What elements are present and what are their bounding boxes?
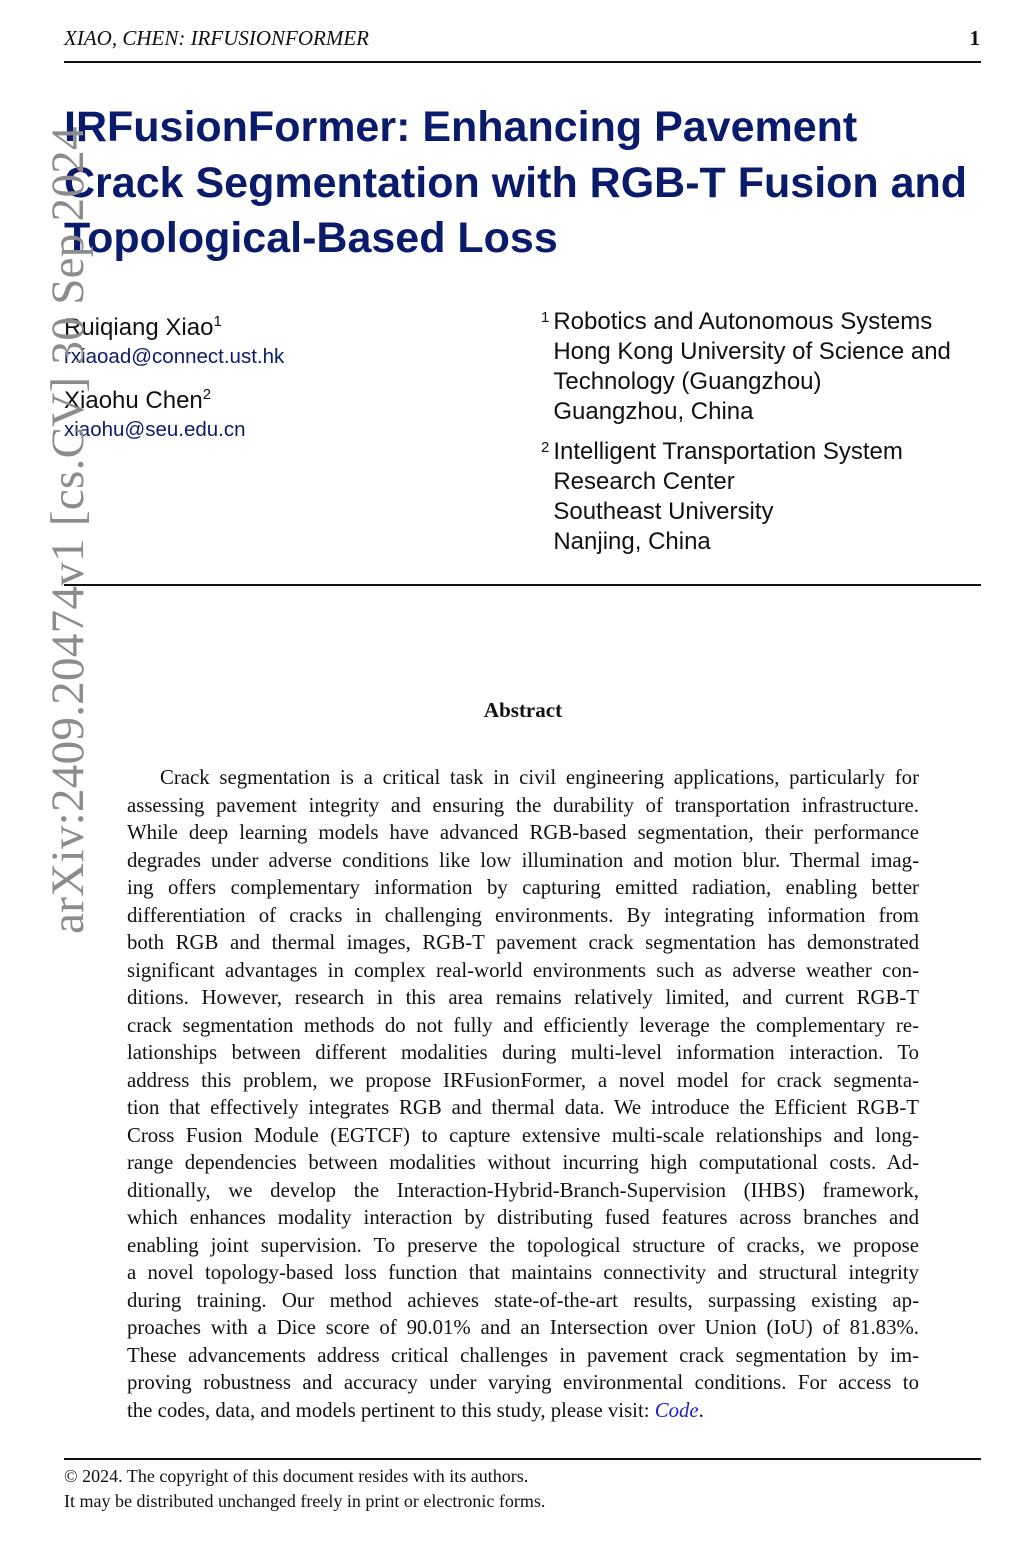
abstract-heading: Abstract	[483, 698, 563, 722]
affiliation-number: 1	[541, 309, 550, 326]
abstract-line: differentiation of cracks in challenging environments. By integrating information from	[127, 903, 919, 927]
author-name: Ruiqiang Xiao$^1$	[64, 313, 222, 341]
copyright-notice: © 2024. The copyright of this document resides with its authors.	[64, 1466, 529, 1486]
author-email[interactable]: xiaohu@seu.edu.cn	[64, 418, 246, 441]
page-number: 1	[969, 26, 980, 50]
abstract-line: assessing pavement integrity and ensuring the durability of transportation infrastructure.	[127, 793, 919, 817]
header-rule	[64, 61, 981, 63]
abstract-line: which enhances modality interaction by distributing fused features across branches and	[127, 1206, 919, 1229]
author-email[interactable]: rxiaoad@connect.ust.hk	[64, 345, 285, 368]
abstract-line: lationships between different modalities during multi-level information interaction. To	[127, 1041, 919, 1064]
abstract-body	[127, 764, 919, 1424]
arxiv-watermark: arXiv:2409.20474v1 [cs.CV] 30 Sep 2024	[42, 126, 94, 934]
abstract-line: both RGB and thermal images, RGB-T pavement crack segmentation has demonstrated	[127, 931, 919, 954]
footer-rule	[64, 1458, 981, 1460]
abstract-line: enabling joint supervision. To preserve the topological structure of cracks, we propose	[127, 1233, 919, 1257]
abstract-line: tion that effectively integrates RGB and thermal data. We introduce the Efficient RGB-T	[127, 1096, 919, 1119]
abstract-line: address this problem, we propose IRFusionFormer, a novel model for crack segmenta-	[127, 1068, 919, 1092]
abstract-line: ditionally, we develop the Interaction-Hybrid-Branch-Supervision (IHBS) framework,	[127, 1178, 919, 1202]
abstract-line: during training. Our method achieves state-of-the-art results, surpassing existing ap-	[127, 1288, 919, 1312]
affiliation-line: Nanjing, China	[553, 528, 711, 555]
affiliation-line: Technology (Guangzhou)	[553, 368, 822, 395]
abstract-line: a novel topology-based loss function that maintains connectivity and structural integrity	[127, 1261, 919, 1284]
abstract-line: Crack segmentation is a critical task in civil engineering applications, particularly for	[160, 766, 919, 789]
abstract-line: These advancements address critical challenges in pavement crack segmentation by im-	[127, 1343, 919, 1367]
affiliation-1	[541, 307, 951, 427]
abstract-line: ditions. However, research in this area remains relatively limited, and current RGB-T	[127, 986, 919, 1009]
affiliation-line: Robotics and Autonomous Systems	[553, 308, 933, 335]
running-head: XIAO, CHEN: IRFUSIONFORMER	[64, 26, 370, 50]
title-block-rule	[64, 584, 981, 586]
affiliation-line: Intelligent Transportation System	[553, 438, 903, 465]
title-line: Crack Segmentation with RGB-T Fusion and	[64, 158, 968, 207]
affiliation-line: Research Center	[553, 468, 735, 495]
abstract-line-text: the codes, data, and models pertinent to this study, please visit:	[127, 1398, 655, 1422]
abstract-line: ing offers complementary information by capturing emitted radiation, enabling better	[127, 876, 919, 899]
abstract-line: crack segmentation methods do not fully and efficiently leverage the complementary re-	[127, 1013, 919, 1037]
title-line: IRFusionFormer: Enhancing Pavement	[64, 103, 858, 151]
abstract-line: proving robustness and accuracy under varying environmental conditions. For access to	[127, 1371, 919, 1394]
authors-block	[64, 307, 284, 444]
paper-title	[64, 100, 994, 267]
abstract-line: range dependencies between modalities without incurring high computational costs. Ad-	[127, 1151, 919, 1174]
affiliation-line: Hong Kong University of Science and	[553, 338, 951, 365]
distribution-notice: It may be distributed unchanged freely in print or electronic forms.	[64, 1490, 546, 1511]
abstract-line: significant advantages in complex real-world environments such as adverse weather con-	[127, 958, 919, 982]
code-link[interactable]: Code	[654, 1398, 699, 1422]
abstract-line	[127, 1397, 919, 1425]
title-line: Topological-Based Loss	[64, 214, 558, 262]
affiliation-2	[541, 437, 903, 557]
abstract-line: degrades under adverse conditions like low illumination and motion blur. Thermal imag-	[127, 848, 919, 872]
affiliation-line: Guangzhou, China	[553, 398, 754, 425]
abstract-line-text: .	[698, 1398, 704, 1422]
author-name: Xiaohu Chen$^2$	[64, 386, 212, 414]
abstract-line: proaches with a Dice score of 90.01% and an Intersection over Union (IoU) of 81.83%.	[127, 1316, 919, 1339]
affiliation-number: 2	[541, 439, 550, 456]
abstract-line: Cross Fusion Module (EGTCF) to capture extensive multi-scale relationships and long-	[127, 1123, 919, 1147]
footer	[64, 1464, 545, 1513]
affiliation-line: Southeast University	[553, 498, 774, 525]
abstract-line: While deep learning models have advanced RGB-based segmentation, their performance	[127, 821, 919, 844]
